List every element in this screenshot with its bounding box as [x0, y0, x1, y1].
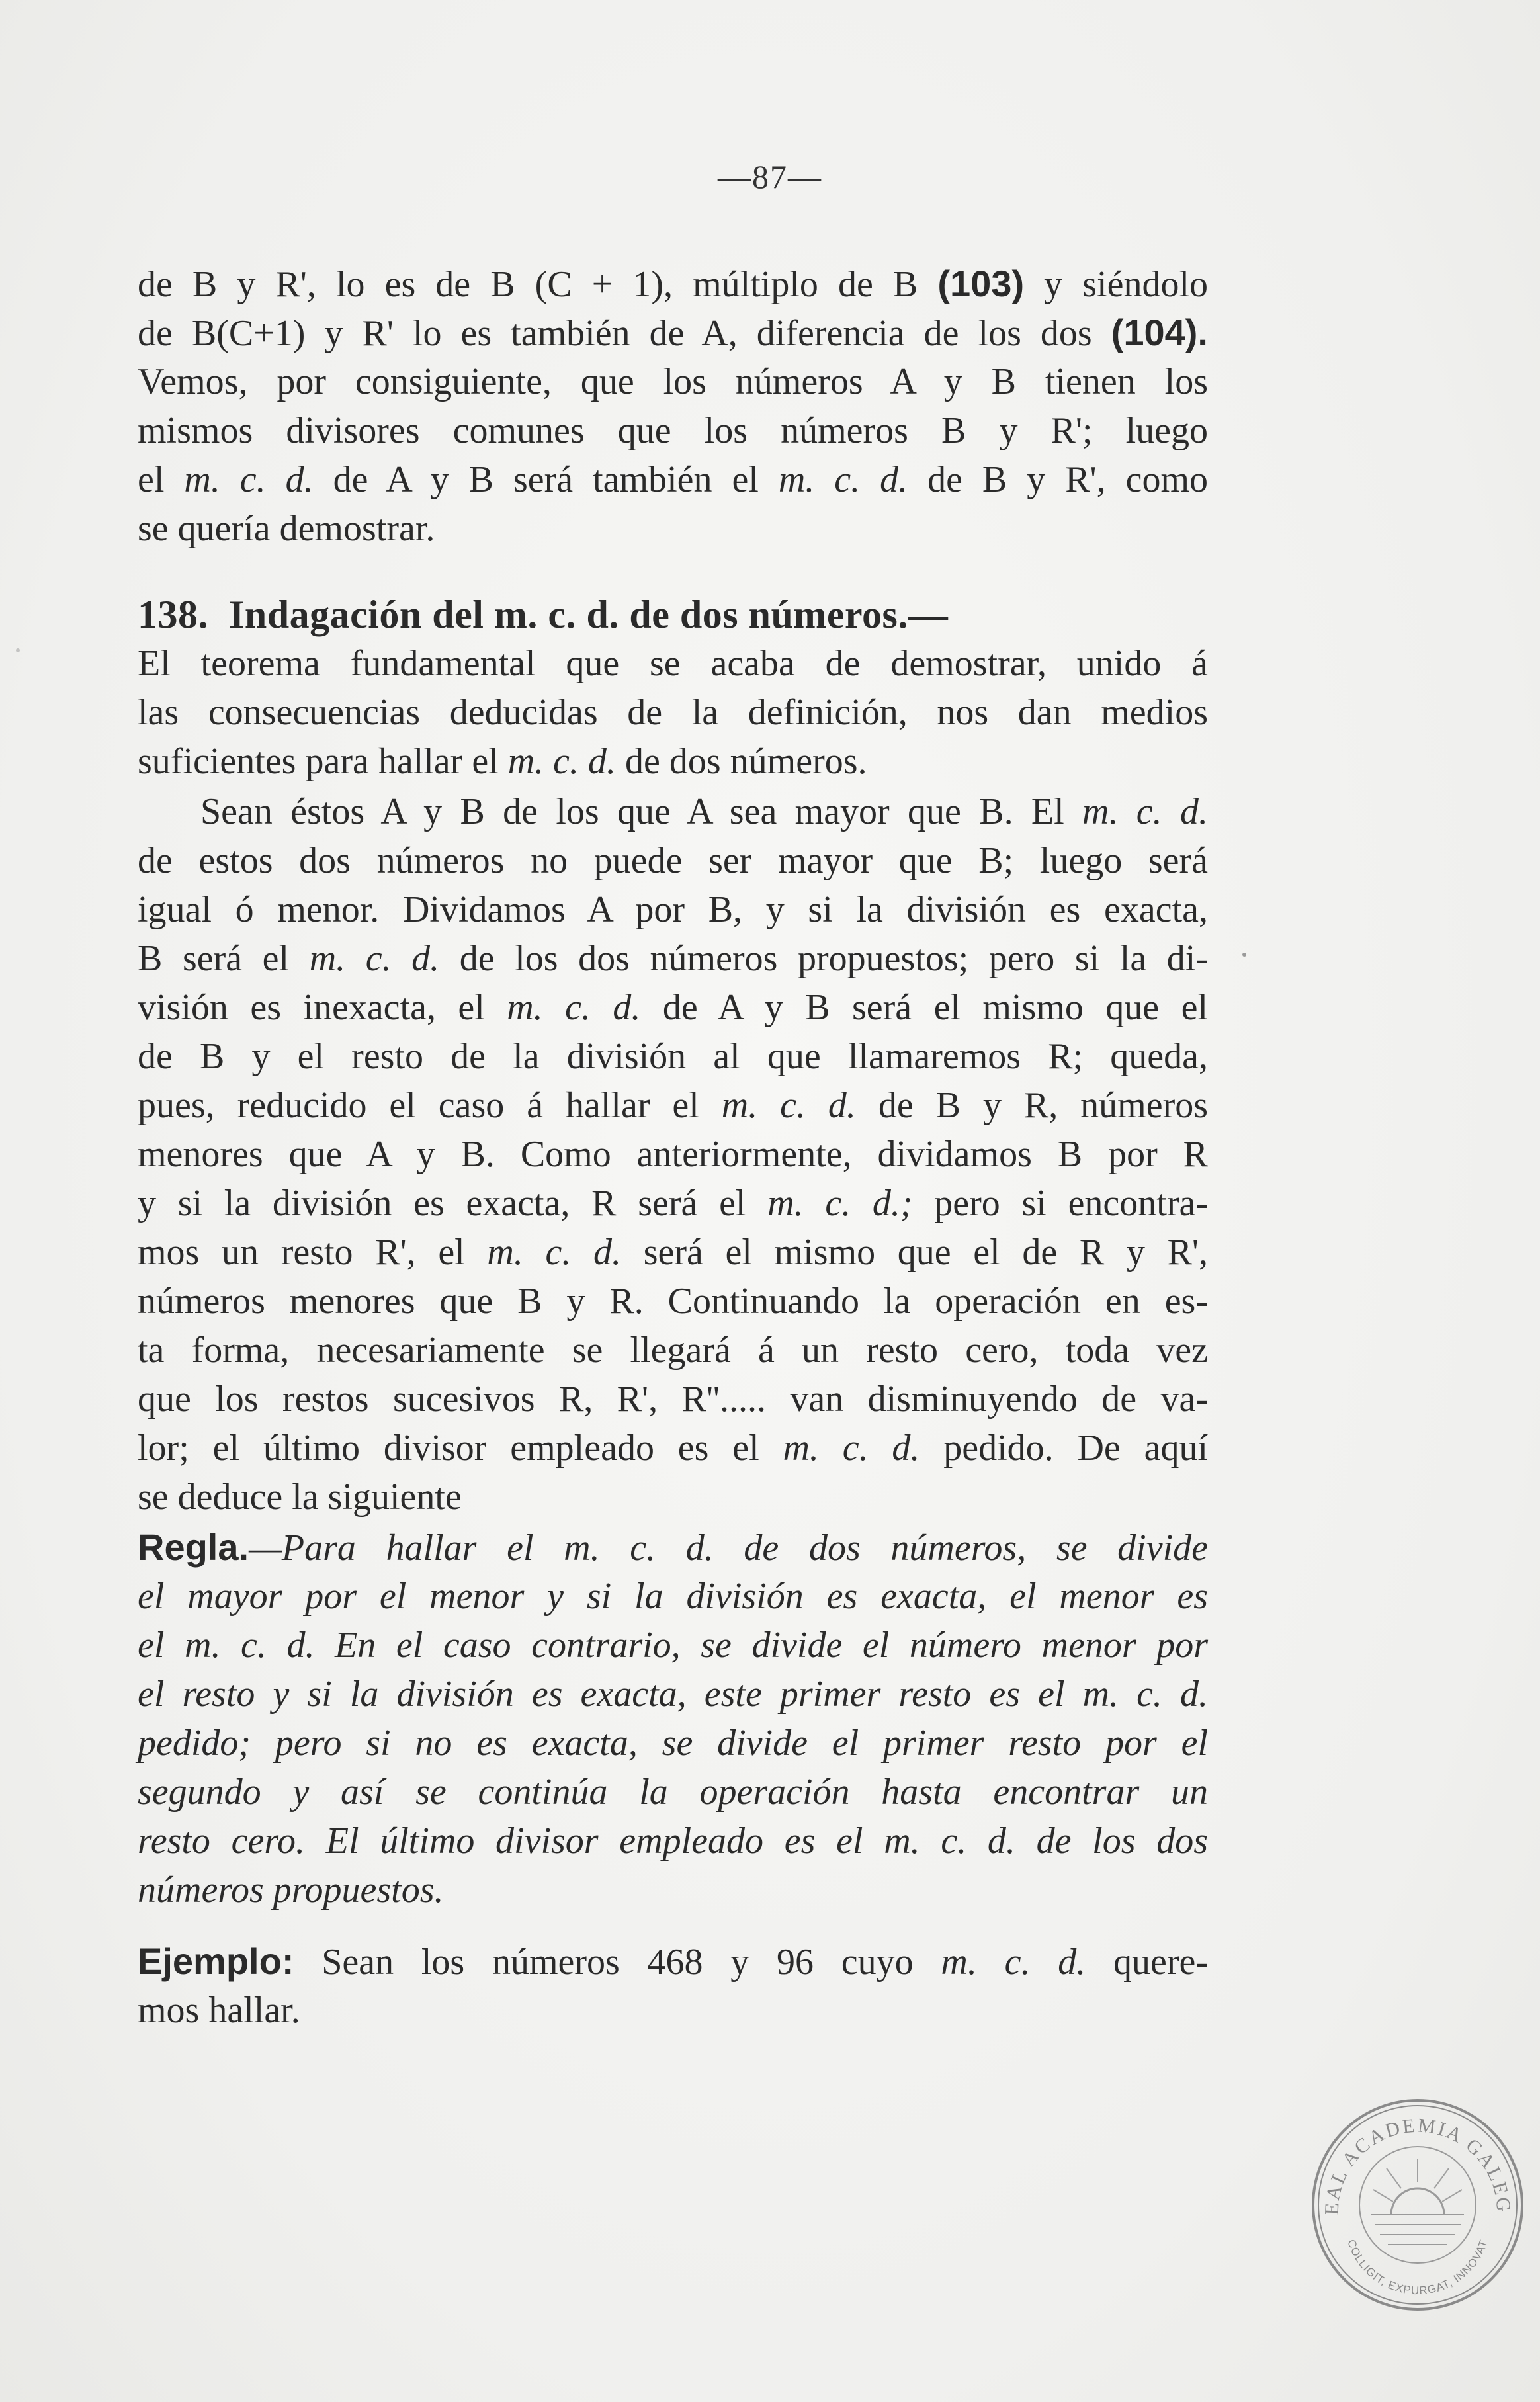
text-run: de B y R', como: [908, 459, 1209, 500]
text-run: las consecuencias deducidas de la definición, nos dan medios: [138, 692, 1208, 733]
text-line: [138, 1326, 1208, 1375]
margin-speck: [1242, 953, 1246, 957]
italic-run: m. c. d.: [1082, 791, 1208, 832]
italic-run: pedido; pero si no es exacta, se divide el primer resto por el: [138, 1723, 1208, 1764]
italic-run: m. c. d.: [783, 1428, 920, 1469]
svg-text:REAL ACADEMIA GALEGA: [1308, 2096, 1515, 2215]
text-line: [138, 1375, 1208, 1424]
paragraph-method: [138, 787, 1208, 1522]
text-run: Vemos, por consiguiente, que los números A y B tienen los: [138, 361, 1208, 402]
text-run: de B y el resto de la división al que llamaremos R; queda,: [138, 1036, 1208, 1077]
section-number: 138.: [138, 593, 208, 636]
text-run: de B y R', lo es de B (C + 1), múltiplo de B: [138, 264, 938, 305]
section-138: [138, 590, 1208, 786]
text-run: pedido. De aquí: [920, 1428, 1209, 1469]
text-line: [138, 983, 1208, 1032]
text-run: Sean los números 468 y 96 cuyo: [294, 1942, 941, 1983]
text-run: números menores que B y R. Continuando la operación en es-: [138, 1281, 1208, 1322]
text-line: [138, 357, 1208, 406]
text-run: Sean éstos A y B de los que A sea mayor que B. El: [200, 791, 1083, 832]
text-run: visión es inexacta, el: [138, 987, 507, 1028]
text-run: de A y B será también el: [313, 459, 779, 500]
italic-run: números propuestos.: [138, 1869, 444, 1910]
text-run: se deduce la siguiente: [138, 1477, 462, 1518]
section-title: Indagación del m. c. d. de dos números.—: [229, 593, 949, 636]
text-line: [138, 1424, 1208, 1473]
academy-seal-stamp: [1308, 2096, 1527, 2314]
text-line: [138, 259, 1208, 308]
para1-lines: [138, 259, 1208, 553]
text-line: [138, 688, 1208, 737]
text-run: mos un resto R', el: [138, 1232, 488, 1273]
text-line: [138, 1719, 1208, 1768]
bold-label: Ejemplo:: [138, 1940, 294, 1982]
italic-run: el m. c. d. En el caso contrario, se divide el número menor por: [138, 1625, 1208, 1666]
italic-run: m. c. d.: [721, 1085, 856, 1126]
text-line: [138, 934, 1208, 983]
example-paragraph: [138, 1937, 1208, 2035]
svg-text:COLLIGIT, EXPURGAT, INNOVAT: [1345, 2238, 1490, 2297]
italic-run: m. c. d.: [778, 459, 908, 500]
text-line: [138, 1572, 1208, 1621]
text-run: lor; el último divisor empleado es el: [138, 1428, 783, 1469]
text-run: mismos divisores comunes que los números B y R'; luego: [138, 410, 1208, 451]
italic-run: m. c. d.;: [767, 1183, 913, 1224]
text-run: y si la división es exacta, R será el: [138, 1183, 768, 1224]
text-line: [138, 1866, 1208, 1914]
text-run: B será el: [138, 938, 310, 979]
text-run: mos hallar.: [138, 1990, 300, 2031]
text-line: [138, 1523, 1208, 1572]
text-line: [138, 1081, 1208, 1130]
text-line: [138, 1179, 1208, 1228]
bold-reference: (104).: [1111, 312, 1208, 353]
bold-label: Regla.: [138, 1526, 249, 1568]
text-line: [138, 1621, 1208, 1670]
italic-run: m. c. d.: [507, 741, 617, 782]
text-run: de estos dos números no puede ser mayor que B; luego será: [138, 840, 1208, 881]
text-run: pero si encontra-: [912, 1183, 1208, 1224]
text-run: ta forma, necesariamente se llegará á un resto cero, toda vez: [138, 1330, 1208, 1371]
text-run: igual ó menor. Dividamos A por B, y si la división es exacta,: [138, 889, 1208, 930]
text-run: de dos números.: [616, 741, 867, 782]
text-run: de B(C+1) y R' lo es también de A, diferencia de los dos: [138, 313, 1111, 354]
italic-run: resto cero. El último divisor empleado es el m. c. d. de los dos: [138, 1821, 1208, 1862]
section-heading: [138, 590, 1208, 639]
italic-run: m. c. d.: [507, 987, 641, 1028]
text-run: El teorema fundamental que se acaba de demostrar, unido á: [138, 643, 1208, 684]
page-number: —87—: [718, 158, 822, 195]
italic-run: m. c. d.: [487, 1232, 622, 1273]
para2-lines: [138, 639, 1208, 786]
seal-icon: [1308, 2096, 1527, 2314]
rule-paragraph: [138, 1523, 1208, 1914]
text-run: suficientes para hallar el: [138, 741, 508, 782]
text-line: [138, 1277, 1208, 1326]
example-lines: [138, 1937, 1208, 2035]
italic-run: segundo y así se continúa la operación hasta encontrar un: [138, 1772, 1208, 1813]
text-run: se quería demostrar.: [138, 508, 435, 549]
text-run: y siéndolo: [1024, 264, 1209, 305]
text-run: quere-: [1086, 1942, 1208, 1983]
text-run: de A y B será el mismo que el: [640, 987, 1209, 1028]
text-line: [138, 1473, 1208, 1522]
text-run: pues, reducido el caso á hallar el: [138, 1085, 722, 1126]
text-line: [138, 406, 1208, 455]
text-run: menores que A y B. Como anteriormente, dividamos B por R: [138, 1134, 1208, 1175]
text-line: [138, 836, 1208, 885]
text-line: [138, 1817, 1208, 1866]
para3-lines: [138, 787, 1208, 1522]
italic-run: el mayor por el menor y si la división es exacta, el menor es: [138, 1576, 1208, 1617]
text-line: [138, 308, 1208, 357]
text-run: que los restos sucesivos R, R', R''..... van disminuyendo de va-: [138, 1379, 1208, 1420]
text-line: [138, 455, 1208, 504]
text-line: [138, 1228, 1208, 1277]
text-line: [138, 737, 1208, 786]
text-run: de los dos números propuestos; pero si la di-: [439, 938, 1209, 979]
margin-speck: [16, 648, 20, 652]
seal-top-text: EAL ACADEMIA GALEG: [1320, 2114, 1515, 2215]
text-line: [138, 1032, 1208, 1081]
italic-run: m. c. d.: [941, 1942, 1086, 1983]
italic-run: el resto y si la división es exacta, este primer resto es el m. c. d.: [138, 1674, 1208, 1715]
text-line: [138, 1768, 1208, 1817]
text-line: [138, 504, 1208, 553]
text-line: [138, 1670, 1208, 1719]
paragraph-proof-conclusion: [138, 259, 1208, 553]
seal-bottom-text: COLLIGIT, EXPURGAT, INNOVAT: [1345, 2237, 1490, 2297]
text-line: [138, 885, 1208, 934]
text-line: [138, 787, 1208, 836]
bold-reference: (103): [937, 263, 1025, 304]
italic-run: —Para hallar el m. c. d. de dos números, se divide: [249, 1527, 1208, 1568]
text-run: de B y R, números: [855, 1085, 1209, 1126]
italic-run: m. c. d.: [184, 459, 314, 500]
text-line: [138, 1130, 1208, 1179]
italic-run: m. c. d.: [309, 938, 440, 979]
text-run: el: [138, 459, 185, 500]
text-line: [138, 1937, 1208, 1986]
text-line: [138, 639, 1208, 688]
rule-lines: [138, 1523, 1208, 1914]
text-run: será el mismo que el de R y R',: [621, 1232, 1209, 1273]
text-line: [138, 1986, 1208, 2035]
